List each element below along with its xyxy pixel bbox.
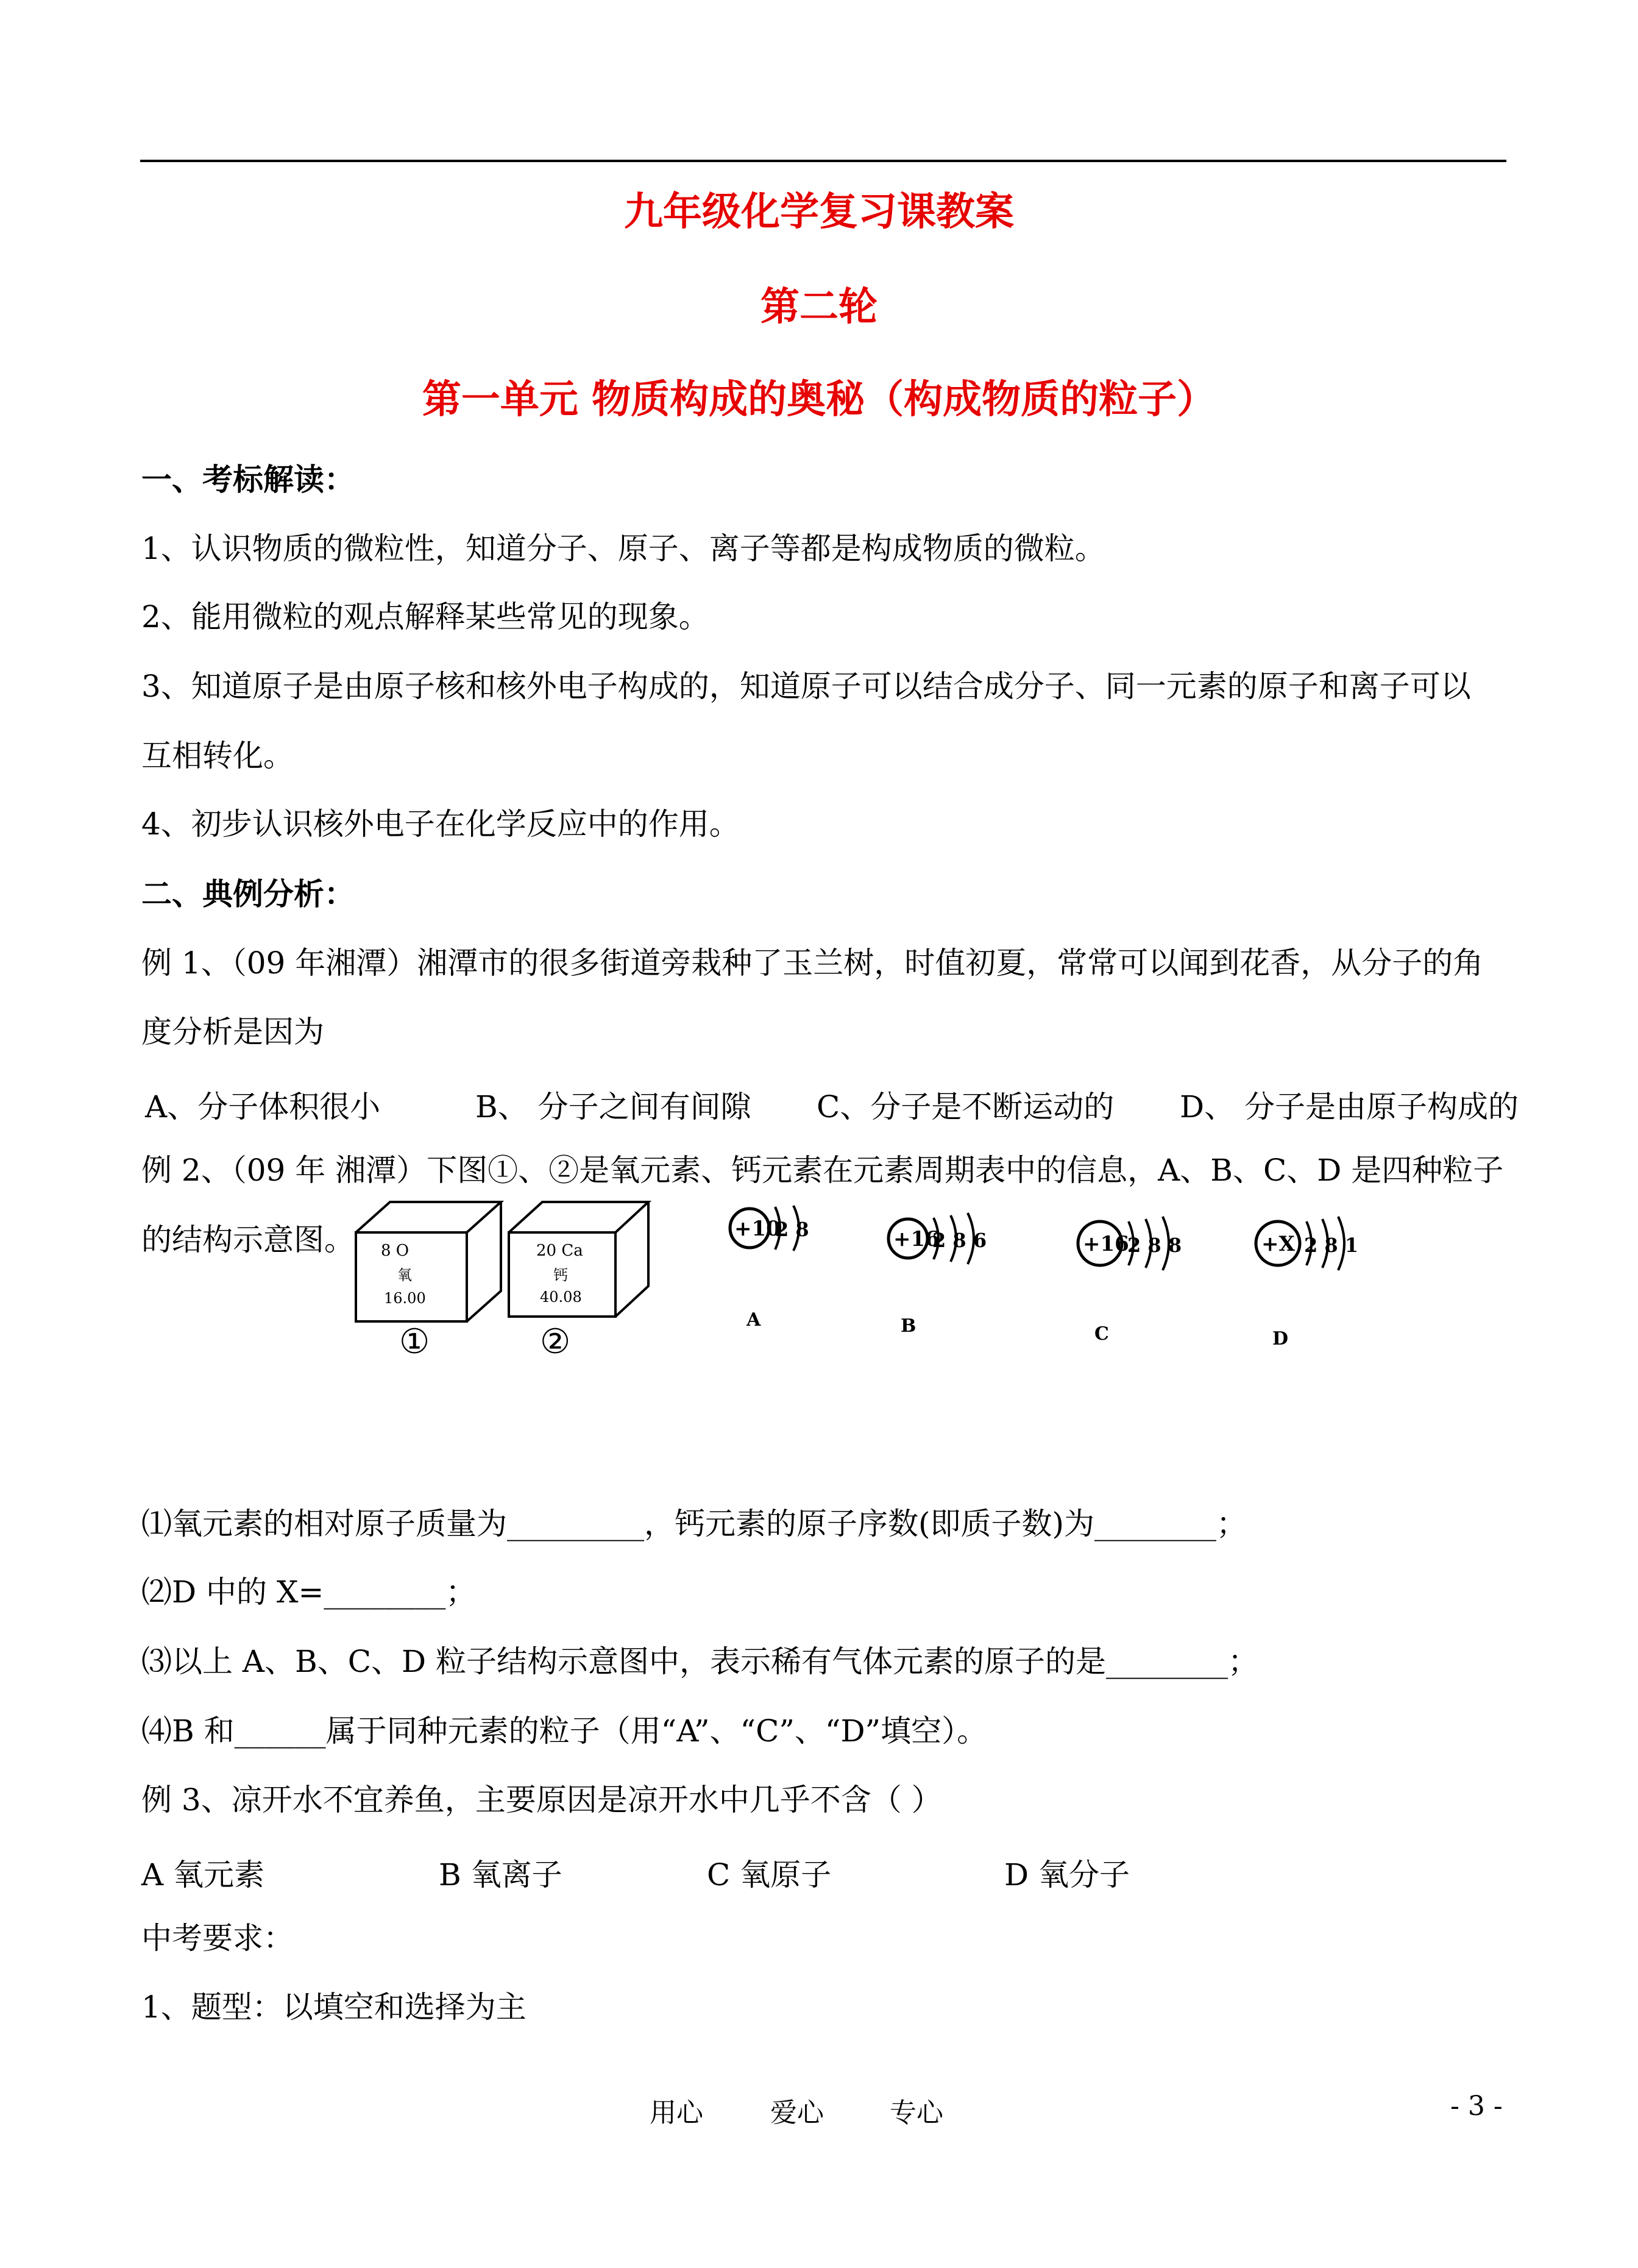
section1-item-1: 1、认识物质的微粒性，知道分子、原子、离子等都是构成物质的微粒。 — [141, 531, 1105, 566]
atom-diagram-d — [1256, 1217, 1358, 1349]
example3-option-b: B 氧离子 — [439, 1857, 562, 1893]
example3-option-d: D 氧分子 — [1004, 1857, 1130, 1893]
example3-option-c: C 氧原子 — [707, 1857, 832, 1893]
example1-line1: 例 1、（09 年湘潭）湘潭市的很多街道旁栽种了玉兰树，时值初夏，常常可以闻到花香，从分子的角 — [141, 945, 1484, 981]
example1-option-a: A、分子体积很小 — [145, 1089, 381, 1125]
section2-heading: 二、典例分析： — [141, 876, 355, 912]
round-title: 第二轮 — [760, 285, 878, 330]
section1-item-2: 2、能用微粒的观点解释某些常见的现象。 — [141, 599, 709, 635]
example2-figure — [341, 1170, 1377, 1371]
atom-diagram-a — [730, 1206, 809, 1331]
svg-text:2 8: 2 8 — [775, 1218, 809, 1241]
footer-word-3: 专心 — [890, 2097, 943, 2128]
section1-item-3-cont: 互相转化。 — [141, 738, 294, 773]
cell-calcium-name: 钙 — [553, 1267, 568, 1284]
cell-calcium-number-symbol: 20 Ca — [536, 1242, 583, 1260]
section1-heading: 一、考标解读： — [141, 462, 355, 497]
example2-question-2: ⑵D 中的 X=________； — [141, 1574, 477, 1610]
example3-options — [0, 1850, 1638, 1893]
section1-item-3: 3、知道原子是由原子核和核外电子构成的，知道原子可以结合成分子、同一元素的原子和离子可以 — [141, 669, 1471, 704]
svg-text:2 8 6: 2 8 6 — [932, 1229, 987, 1252]
example1-option-b: B、 分子之间有间隙 — [475, 1089, 751, 1125]
footer-word-1: 用心 — [650, 2097, 703, 2128]
example2-question-3: ⑶以上 A、B、C、D 粒子结构示意图中，表示稀有气体元素的原子的是________； — [141, 1644, 1258, 1679]
svg-text:2 8 1: 2 8 1 — [1304, 1234, 1359, 1257]
header-rule — [140, 160, 1506, 162]
example1-option-d: D、 分子是由原子构成的 — [1180, 1089, 1519, 1125]
cell-oxygen-label: ① — [399, 1322, 430, 1362]
svg-text:C: C — [1094, 1323, 1109, 1345]
doc-title: 九年级化学复习课教案 — [624, 190, 1014, 235]
example3-option-a: A 氧元素 — [141, 1857, 265, 1893]
unit-title: 第一单元 物质构成的奥秘（构成物质的粒子） — [422, 377, 1216, 422]
atom-diagram-c — [1078, 1217, 1182, 1345]
svg-text:+16: +16 — [1083, 1232, 1129, 1256]
example1-line2: 度分析是因为 — [141, 1014, 324, 1050]
cell-calcium-mass: 40.08 — [540, 1289, 582, 1306]
section1-item-4: 4、初步认识核外电子在化学反应中的作用。 — [141, 806, 740, 842]
example3-line1: 例 3、凉开水不宜养鱼，主要原因是凉开水中几乎不含（ ） — [141, 1782, 942, 1818]
periodic-cell-oxygen — [356, 1202, 501, 1321]
cell-oxygen-mass: 16.00 — [384, 1290, 426, 1307]
example1-options — [0, 1082, 1638, 1125]
svg-text:+16: +16 — [893, 1227, 940, 1251]
example2-question-1: ⑴氧元素的相对原子质量为_________，钙元素的原子序数(即质子数)为________； — [141, 1506, 1247, 1541]
cell-calcium-label: ② — [540, 1322, 571, 1362]
requirements-item-1: 1、题型：以填空和选择为主 — [141, 1989, 526, 2025]
example2-line2: 的结构示意图。 — [141, 1222, 355, 1257]
svg-text:D: D — [1272, 1328, 1289, 1349]
cell-oxygen-name: 氧 — [397, 1267, 412, 1284]
svg-text:A: A — [746, 1309, 761, 1331]
example2-question-4: ⑷B 和______属于同种元素的粒子（用“A”、“C”、“D”填空）。 — [141, 1713, 988, 1749]
svg-text:+X: +X — [1261, 1232, 1295, 1256]
requirements-heading: 中考要求： — [141, 1921, 294, 1956]
footer-word-2: 爱心 — [770, 2097, 824, 2128]
cell-oxygen-number-symbol: 8 O — [381, 1242, 410, 1260]
example1-option-c: C、分子是不断运动的 — [817, 1089, 1115, 1125]
svg-text:B: B — [901, 1315, 916, 1337]
svg-text:+10: +10 — [734, 1217, 781, 1241]
svg-text:2 8 8: 2 8 8 — [1127, 1234, 1182, 1257]
example2-line1: 例 2、（09 年 湘潭）下图①、②是氧元素、钙元素在元素周期表中的信息，A、B、C、D 是四种粒子 — [141, 1153, 1504, 1188]
atom-diagram-b — [888, 1213, 987, 1337]
page-number: - 3 - — [1450, 2091, 1503, 2122]
